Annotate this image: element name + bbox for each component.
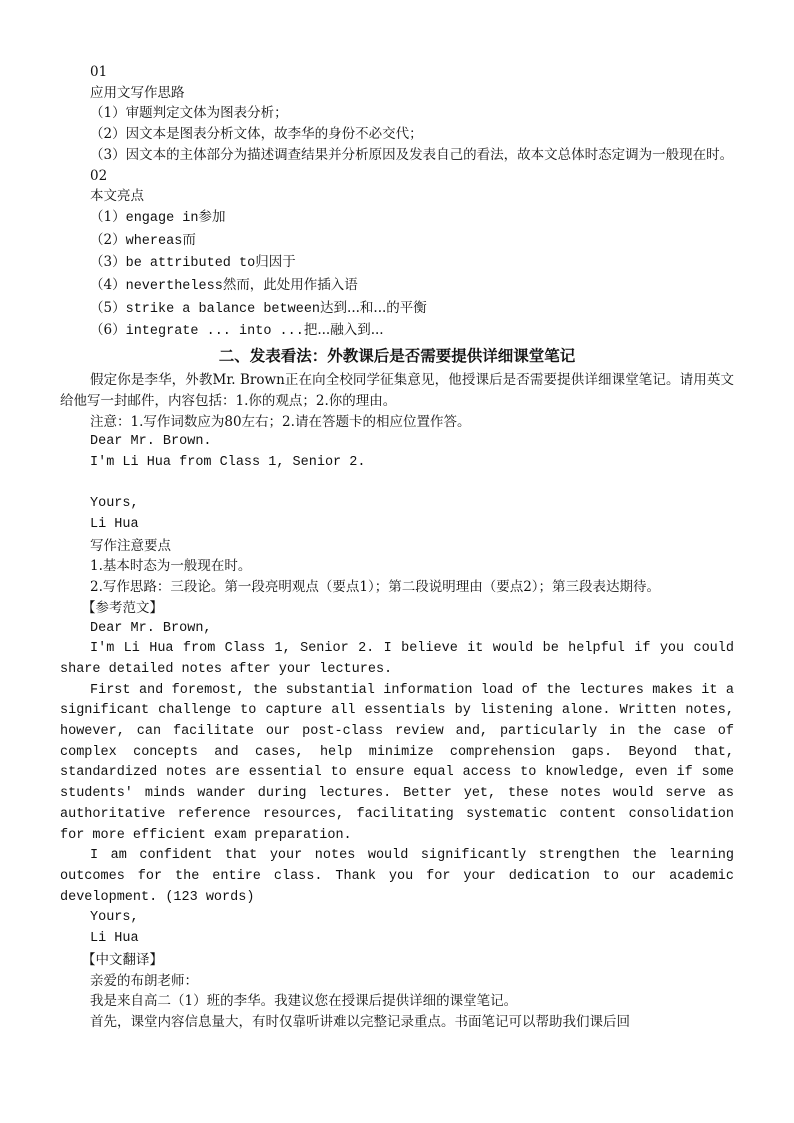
highlight-phrase: strike a balance between xyxy=(125,301,321,317)
highlight-phrase: integrate ... into ... xyxy=(125,324,304,340)
task-signature: Li Hua xyxy=(90,517,139,533)
task-note: 注意：1.写作词数应为80左右；2.请在答题卡的相应位置作答。 xyxy=(90,413,471,430)
highlight-meaning: 参加 xyxy=(198,208,226,225)
approach-item-1: （1）审题判定文体为图表分析； xyxy=(90,105,288,122)
approach-item-2: （2）因文本是图表分析文体，故李华的身份不必交代； xyxy=(90,126,423,143)
section-heading-writing-approach: 应用文写作思路 xyxy=(90,84,185,101)
sample-paragraph-1: I'm Li Hua from Class 1, Senior 2. I believe it would be helpful if you could share detailed notes after your lectures. xyxy=(60,641,734,677)
highlight-phrase: be attributed to xyxy=(125,256,256,272)
highlight-item-4 xyxy=(60,275,734,298)
highlight-meaning: 归因于 xyxy=(255,254,296,271)
highlight-item-6 xyxy=(60,320,734,343)
sample-paragraph-3: I am confident that your notes would significantly strengthen the learning outcomes for the entire class. Thank you for your dedication to our academic development. (123 words) xyxy=(60,848,734,905)
section-number-02: 02 xyxy=(90,167,108,184)
highlight-meaning: 而 xyxy=(182,231,196,248)
translation-paragraph-1: 我是来自高二（1）班的李华。我建议您在授课后提供详细的课堂笔记。 xyxy=(90,993,518,1010)
highlight-phrase: engage in xyxy=(125,210,199,226)
sample-signature: Li Hua xyxy=(90,931,139,947)
highlight-number: （3） xyxy=(90,254,126,271)
translation-paragraph-2: 首先，课堂内容信息量大，有时仅靠听讲难以完整记录重点。书面笔记可以帮助我们课后回 xyxy=(90,1013,630,1030)
sample-heading: 【参考范文】 xyxy=(82,599,163,616)
task-salutation: Dear Mr. Brown. xyxy=(90,434,212,450)
highlight-item-5 xyxy=(60,298,734,321)
highlight-meaning: 达到...和...的平衡 xyxy=(320,299,427,316)
task-closing: Yours, xyxy=(90,496,139,512)
highlight-number: （1） xyxy=(90,208,126,225)
document-page xyxy=(60,62,734,1033)
answer-blank-space xyxy=(60,474,734,495)
tips-item-1: 1.基本时态为一般现在时。 xyxy=(90,558,252,575)
highlight-phrase: whereas xyxy=(125,233,183,249)
section-heading-highlights: 本文亮点 xyxy=(90,188,144,205)
sample-closing: Yours, xyxy=(90,910,139,926)
highlight-item-2 xyxy=(60,230,734,253)
task-prompt: 假定你是李华，外教Mr. Brown正在向全校同学征集意见，他授课后是否需要提供详细课堂笔记。请用英文给他写一封邮件，内容包括：1.你的观点；2.你的理由。 xyxy=(60,372,734,409)
highlight-item-1 xyxy=(60,207,734,230)
translation-heading: 【中文翻译】 xyxy=(82,951,163,968)
tips-heading: 写作注意要点 xyxy=(90,537,171,554)
highlight-number: （5） xyxy=(90,299,126,316)
highlight-number: （4） xyxy=(90,277,126,294)
approach-item-3: （3）因文本的主体部分为描述调查结果并分析原因及发表自己的看法，故本文总体时态定调为一般现在时。 xyxy=(90,146,734,163)
sample-salutation: Dear Mr. Brown, xyxy=(90,620,212,636)
highlight-phrase: nevertheless xyxy=(125,279,223,295)
sample-paragraph-2: First and foremost, the substantial information load of the lectures makes it a significant challenge to capture all essentials by listening alone. Written notes, however, can facilitate our post-class review and, particularly in the case of complex concepts and cases, help minimize comprehension gaps. Beyond that, standardized notes are essential to ensure equal access to knowledge, even if some students' minds wander during lectures. Better yet, these notes would serve as authoritative reference resources, facilitating systematic content consolidation for more efficient exam preparation. xyxy=(60,682,734,843)
highlight-meaning: 把...融入到... xyxy=(303,322,384,339)
highlight-item-3 xyxy=(60,252,734,275)
section-number-01: 01 xyxy=(90,64,108,80)
highlight-number: （2） xyxy=(90,231,126,248)
task-title: 二、发表看法：外教课后是否需要提供详细课堂笔记 xyxy=(218,347,576,366)
highlight-meaning: 然而，此处用作插入语 xyxy=(222,277,358,294)
task-intro: I'm Li Hua from Class 1, Senior 2. xyxy=(90,454,366,470)
tips-item-2: 2.写作思路：三段论。第一段亮明观点（要点1）；第二段说明理由（要点2）；第三段表达期待。 xyxy=(90,579,661,596)
translation-salutation: 亲爱的布朗老师： xyxy=(90,972,198,989)
highlight-number: （6） xyxy=(90,322,126,339)
